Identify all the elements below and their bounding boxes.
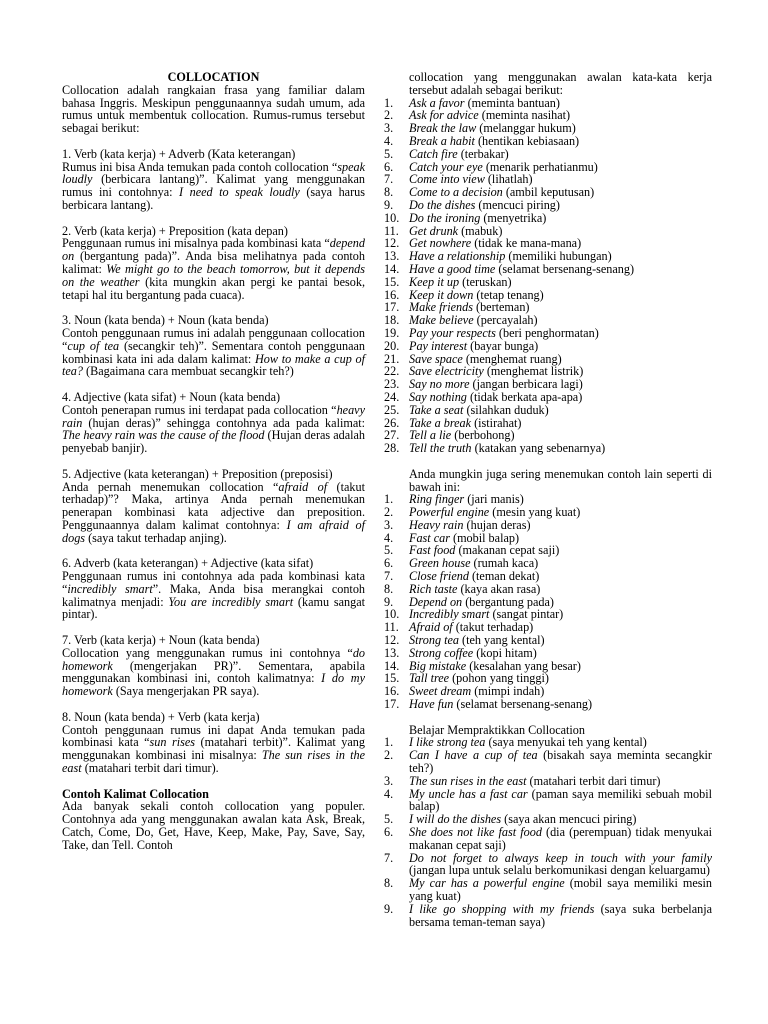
english-phrase: Get nowhere [409, 236, 472, 251]
translation: (hentikan kebiasaan) [474, 133, 580, 148]
english-phrase: Take a seat [409, 402, 464, 417]
list-number: 19. [384, 325, 400, 340]
list-number: 5. [384, 146, 394, 161]
list-number: 8. [384, 876, 394, 891]
translation: (mesin yang kuat) [489, 505, 581, 520]
list-number: 5. [384, 812, 394, 827]
english-phrase: The sun rises in the east [409, 773, 527, 788]
list-number: 16. [384, 287, 400, 302]
english-phrase: Have a relationship [409, 249, 506, 264]
english-phrase: Do the dishes [409, 197, 476, 212]
english-phrase: Make believe [409, 313, 474, 328]
list-number: 14. [384, 261, 400, 276]
list-number: 17. [384, 300, 400, 315]
section-heading: 8. Noun (kata benda) + Verb (kata kerja) [62, 709, 260, 724]
list-number: 14. [384, 658, 400, 673]
list-number: 15. [384, 671, 400, 686]
english-phrase: Ask for advice [409, 108, 479, 123]
translation: (bergantung pada) [462, 594, 554, 609]
list-number: 2. [384, 505, 394, 520]
translation: (teruskan) [459, 274, 512, 289]
english-phrase: Keep it down [409, 287, 474, 302]
translation: (ambil keputusan) [502, 185, 595, 200]
verb-collocation-list [384, 97, 712, 455]
english-phrase: Incredibly smart [409, 607, 490, 622]
translation: (mobil balap) [449, 530, 520, 545]
translation: (saya suka berbelanja bersama teman-teman saya) [409, 901, 712, 929]
english-phrase: Afraid of [409, 620, 453, 635]
translation: (teman dekat) [468, 569, 540, 584]
list-number: 16. [384, 684, 400, 699]
list-number: 28. [384, 441, 400, 456]
translation: (takut terhadap) [452, 620, 534, 635]
section-3 [62, 314, 365, 378]
section-body: Penggunaan rumus ini misalnya pada kombinasi kata “depend on (bergantung pada)”. Anda bisa melihatnya pada contoh kalimat: We might go to the beach tomorrow, but it depends on the weather (kita mungkin akan pergi ke pantai besok, tetapi hal itu bergantung pada cuaca). [62, 236, 366, 302]
english-phrase: Keep it up [409, 274, 460, 289]
list-number: 25. [384, 402, 400, 417]
section-heading: 7. Verb (kata kerja) + Noun (kata benda) [62, 633, 260, 648]
section-5 [62, 468, 365, 545]
english-phrase: Tall tree [409, 671, 450, 686]
list-number: 26. [384, 415, 400, 430]
translation: (menarik perhatianmu) [482, 159, 598, 174]
translation: (saya akan mencuci piring) [501, 812, 637, 827]
english-phrase: Catch your eye [409, 159, 483, 174]
translation: (paman saya memiliki sebuah mobil balap) [409, 786, 712, 814]
list-number: 8. [384, 185, 394, 200]
translation: (makanan cepat saji) [455, 543, 560, 558]
list-item [384, 749, 712, 775]
translation: (percayalah) [473, 313, 538, 328]
english-phrase: Heavy rain [409, 517, 464, 532]
translation: (istirahat) [471, 415, 522, 430]
english-phrase: Say nothing [409, 389, 467, 404]
list-item [384, 903, 712, 929]
translation: (terbakar) [457, 146, 509, 161]
section-7 [62, 634, 365, 698]
english-phrase: I like strong tea [409, 735, 486, 750]
list-item [384, 442, 712, 455]
list-number: 7. [384, 172, 394, 187]
translation: (memiliki hubungan) [505, 249, 612, 264]
translation: (kopi hitam) [473, 645, 537, 660]
english-phrase: Break a habit [409, 133, 475, 148]
list-number: 8. [384, 581, 394, 596]
translation: (jari manis) [464, 492, 524, 507]
list-number: 4. [384, 786, 394, 801]
left-column [62, 71, 365, 852]
translation: (dia (perempuan) tidak menyukai makanan cepat saji) [409, 825, 712, 852]
list-number: 21. [384, 351, 400, 366]
list-number: 12. [384, 236, 400, 251]
translation: (saya menyukai teh yang kental) [485, 735, 647, 750]
section-4 [62, 391, 365, 455]
section-body: Anda pernah menemukan collocation “afraid of (takut terhadap)”? Maka, artinya Anda pernah menemukan penerapan kombinasi kata adjective dan preposition. Penggunaannya dalam kalimat contohnya: I am afraid of dogs (saya takut terhadap anjing). [62, 479, 365, 545]
examples-heading: Contoh Kalimat Collocation [62, 786, 209, 801]
english-phrase: Fast car [409, 530, 450, 545]
translation: (sangat pintar) [489, 607, 564, 622]
translation: (pohon yang tinggi) [449, 671, 549, 686]
section-heading: 3. Noun (kata benda) + Noun (kata benda) [62, 313, 269, 328]
english-phrase: Say no more [409, 377, 470, 392]
more-collocation-list [384, 493, 712, 711]
right-column [384, 71, 712, 928]
translation: (silahkan duduk) [463, 402, 549, 417]
section-heading: 5. Adjective (kata keterangan) + Preposition (preposisi) [62, 466, 333, 481]
document-title: COLLOCATION [167, 70, 260, 84]
list-number: 2. [384, 748, 394, 763]
english-phrase: Save electricity [409, 364, 484, 379]
english-phrase: Ring finger [409, 492, 465, 507]
practice-sentence-list [384, 736, 712, 928]
list-number: 6. [384, 556, 394, 571]
english-phrase: Can I have a cup of tea [409, 748, 538, 763]
english-phrase: Come into view [409, 172, 485, 187]
section-body: Collocation yang menggunakan rumus ini contohnya “do homework (mengerjakan PR)”. Sementara, apabila menggunakan kombinasi ini, contoh kalimatnya: I do my homework (Saya mengerjakan PR saya). [62, 645, 365, 699]
english-phrase: Tell a lie [409, 428, 452, 443]
translation: (jangan lupa untuk selalu berkomunikasi dengan keluargamu) [409, 863, 710, 878]
english-phrase: Fast food [409, 543, 456, 558]
translation: (menyetrika) [480, 210, 547, 225]
english-phrase: Get drunk [409, 223, 459, 238]
list-item [384, 698, 712, 711]
english-phrase: Take a break [409, 415, 472, 430]
list-number: 7. [384, 850, 394, 865]
english-phrase: Green house [409, 556, 471, 571]
list-number: 27. [384, 428, 400, 443]
translation: (meminta bantuan) [464, 95, 560, 110]
section-8 [62, 711, 365, 775]
list-number: 9. [384, 901, 394, 916]
section-heading: 1. Verb (kata kerja) + Adverb (Kata keterangan) [62, 146, 296, 161]
translation: (selamat bersenang-senang) [453, 697, 593, 712]
list-number: 4. [384, 133, 394, 148]
list-number: 1. [384, 735, 394, 750]
list-number: 4. [384, 530, 394, 545]
intro-paragraph: Collocation adalah rangkaian frasa yang familiar dalam bahasa Inggris. Meskipun penggunaannya sudah umum, ada rumus untuk membentuk collocation. Rumus-rumus tersebut sebagai berikut: [62, 82, 365, 136]
english-phrase: Pay interest [409, 338, 468, 353]
translation: (bayar bunga) [467, 338, 539, 353]
english-phrase: Close friend [409, 569, 469, 584]
english-phrase: I will do the dishes [409, 812, 502, 827]
list-number: 5. [384, 543, 394, 558]
translation: (lihatlah) [484, 172, 533, 187]
list-number: 13. [384, 249, 400, 264]
continued-paragraph: collocation yang menggunakan awalan kata-kata kerja tersebut adalah sebagai berikut: [409, 70, 712, 97]
translation: (hujan deras) [463, 517, 531, 532]
english-phrase: She does not like fast food [409, 825, 542, 840]
translation: (selamat bersenang-senang) [495, 261, 635, 276]
translation: (jangan berbicara lagi) [469, 377, 583, 392]
english-phrase: Strong tea [409, 633, 459, 648]
list-number: 13. [384, 645, 400, 660]
section-6 [62, 557, 365, 621]
list-number: 7. [384, 569, 394, 584]
english-phrase: I like go shopping with my friends [409, 901, 595, 916]
list-number: 15. [384, 274, 400, 289]
list-number: 6. [384, 159, 394, 174]
list-number: 2. [384, 108, 394, 123]
list-item [384, 788, 712, 814]
examples-intro: Ada banyak sekali contoh collocation yang populer. Contohnya ada yang menggunakan awalan kata Ask, Break, Catch, Come, Do, Get, Have, Keep, Make, Pay, Save, Say, Take, dan Tell. Contoh [62, 799, 365, 852]
list-number: 12. [384, 633, 400, 648]
list-number: 22. [384, 364, 400, 379]
translation: (tidak ke mana-mana) [471, 236, 582, 251]
english-phrase: Strong coffee [409, 645, 474, 660]
translation: (mencuci piring) [475, 197, 560, 212]
section-2 [62, 225, 365, 302]
english-phrase: Have fun [409, 697, 454, 712]
section-body: Penggunaan rumus ini contohnya ada pada kombinasi kata “incredibly smart”. Maka, Anda bisa merangkai contoh kalimatnya menjadi: You are incredibly smart (kamu sangat pintar). [62, 569, 366, 622]
english-phrase: Big mistake [409, 658, 467, 673]
english-phrase: Tell the truth [409, 441, 472, 456]
english-phrase: Powerful engine [409, 505, 490, 520]
english-phrase: Do the ironing [409, 210, 481, 225]
examples-section [62, 788, 365, 852]
section-body: Contoh penggunaan rumus ini adalah penggunaan collocation “cup of tea (secangkir teh)”. Sementara contoh penggunaan kombinasi kata ini ada dalam kalimat: How to make a cup of tea? (Bagaimana cara membuat secangkir teh?) [62, 325, 365, 379]
english-phrase: My car has a powerful engine [409, 876, 565, 891]
list-number: 1. [384, 95, 394, 110]
translation: (meminta nasihat) [478, 108, 571, 123]
list-number: 3. [384, 121, 394, 136]
english-phrase: Sweet dream [409, 684, 472, 699]
list-item [384, 826, 712, 852]
english-phrase: Do not forget to always keep in touch with your family [409, 850, 712, 865]
english-phrase: Rich taste [409, 581, 458, 596]
practice-heading: Belajar Mempraktikkan Collocation [409, 722, 585, 737]
list-number: 1. [384, 492, 394, 507]
translation: (bisakah saya meminta secangkir teh?) [409, 748, 712, 776]
list-number: 3. [384, 773, 394, 788]
list-number: 9. [384, 197, 394, 212]
translation: (melanggar hukum) [476, 121, 576, 136]
translation: (menghemat ruang) [462, 351, 562, 366]
section-body: Contoh penggunaan rumus ini dapat Anda temukan pada kombinasi kata “sun rises (matahari terbit)”. Kalimat yang menggunakan kombinasi ini misalnya: The sun rises in the east (matahari terbit dari timur). [62, 722, 365, 776]
list-number: 10. [384, 210, 400, 225]
list-number: 11. [384, 620, 399, 635]
english-phrase: My uncle has a fast car [409, 786, 528, 801]
list-number: 20. [384, 338, 400, 353]
english-phrase: Break the law [409, 121, 477, 136]
english-phrase: Make friends [409, 300, 473, 315]
translation: (menghemat listrik) [483, 364, 584, 379]
english-phrase: Have a good time [409, 261, 496, 276]
list-number: 11. [384, 223, 399, 238]
list-number: 24. [384, 389, 400, 404]
translation: (mabuk) [458, 223, 503, 238]
english-phrase: Catch fire [409, 146, 458, 161]
english-phrase: Depend on [409, 594, 463, 609]
translation: (kesalahan yang besar) [466, 658, 581, 673]
section-heading: 6. Adverb (kata keterangan) + Adjective (kata sifat) [62, 556, 314, 571]
translation: (katakan yang sebenarnya) [471, 441, 606, 456]
list-number: 18. [384, 313, 400, 328]
list-number: 17. [384, 697, 400, 712]
english-phrase: Save space [409, 351, 463, 366]
english-phrase: Pay your respects [409, 325, 496, 340]
more-examples-intro: Anda mungkin juga sering menemukan contoh lain seperti di bawah ini: [409, 466, 712, 494]
section-body: Contoh penerapan rumus ini terdapat pada collocation “heavy rain (hujan deras)” sehingga contohnya ada pada kalimat: The heavy rain was the cause of the flood (Hujan deras adalah penyebab banjir). [62, 402, 366, 456]
list-number: 9. [384, 594, 394, 609]
section-1 [62, 148, 365, 212]
translation: (berbohong) [451, 428, 515, 443]
english-phrase: Ask a favor [409, 95, 465, 110]
translation: (beri penghormatan) [495, 325, 599, 340]
section-body: Rumus ini bisa Anda temukan pada contoh collocation “speak loudly (berbicara lantang)”. Kalimat yang menggunakan rumus ini contohnya: I need to speak loudly (saya harus berbicara lantang). [62, 159, 365, 212]
list-number: 3. [384, 517, 394, 532]
list-item [384, 877, 712, 903]
translation: (tidak berkata apa-apa) [466, 389, 583, 404]
translation: (berteman) [472, 300, 530, 315]
translation: (teh yang kental) [459, 633, 545, 648]
translation: (kaya akan rasa) [457, 581, 541, 596]
english-phrase: Come to a decision [409, 185, 503, 200]
translation: (mimpi indah) [471, 684, 545, 699]
translation: (tetap tenang) [473, 287, 544, 302]
section-heading: 4. Adjective (kata sifat) + Noun (kata benda) [62, 389, 281, 404]
list-number: 23. [384, 377, 400, 392]
translation: (matahari terbit dari timur) [526, 773, 661, 788]
translation: (mobil saya memiliki mesin yang kuat) [409, 876, 712, 903]
list-number: 6. [384, 825, 394, 840]
list-number: 10. [384, 607, 400, 622]
translation: (rumah kaca) [470, 556, 539, 571]
section-heading: 2. Verb (kata kerja) + Preposition (kata depan) [62, 223, 288, 238]
list-item [384, 852, 712, 878]
